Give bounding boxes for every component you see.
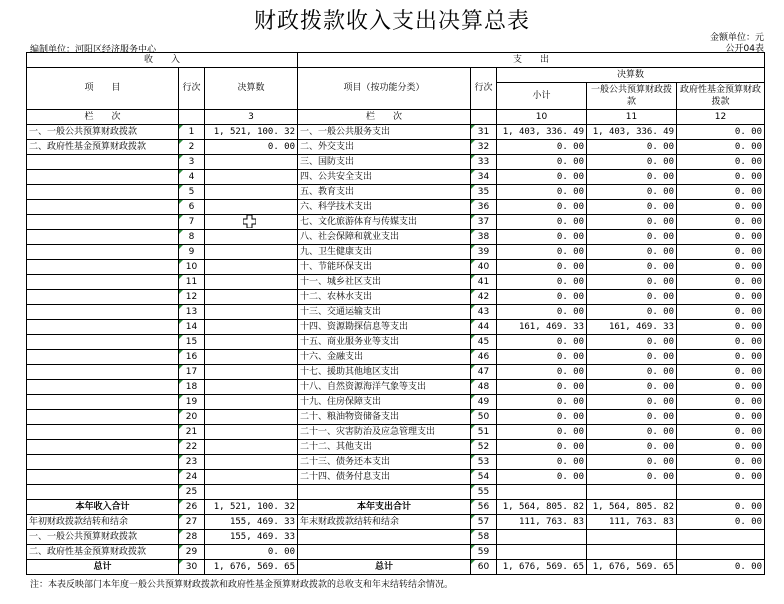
table-row [27, 410, 765, 425]
subtotal-cell[interactable]: 0. 00 [497, 455, 587, 470]
col-num-blank-2[interactable] [471, 110, 497, 125]
expense-item-cell[interactable] [298, 485, 471, 500]
expense-line-no-cell[interactable]: 60 [471, 560, 497, 575]
expense-item-cell[interactable]: 十六、金融支出 [298, 350, 471, 365]
expense-item-cell[interactable]: 二十一、灾害防治及应急管理支出 [298, 425, 471, 440]
general-budget-cell[interactable]: 0. 00 [587, 350, 677, 365]
income-line-no-cell[interactable]: 11 [179, 275, 205, 290]
income-line-no-cell[interactable]: 29 [179, 545, 205, 560]
gov-fund-cell[interactable]: 0. 00 [677, 335, 765, 350]
income-line-no-cell[interactable]: 7 [179, 215, 205, 230]
gov-fund-cell[interactable]: 0. 00 [677, 200, 765, 215]
income-amount-cell[interactable] [205, 200, 298, 215]
gov-fund-cell[interactable]: 0. 00 [677, 140, 765, 155]
header-row-1 [27, 53, 765, 68]
income-item-cell[interactable]: 年初财政拨款结转和结余 [27, 515, 179, 530]
expense-item-cell[interactable]: 十二、农林水支出 [298, 290, 471, 305]
income-line-no-cell[interactable]: 30 [179, 560, 205, 575]
gov-fund-cell[interactable]: 0. 00 [677, 470, 765, 485]
income-amount-cell[interactable] [205, 275, 298, 290]
expense-item-cell[interactable]: 总计 [298, 560, 471, 575]
subtotal-cell[interactable]: 161, 469. 33 [497, 320, 587, 335]
subtotal-cell[interactable]: 0. 00 [497, 290, 587, 305]
gov-fund-cell[interactable]: 0. 00 [677, 320, 765, 335]
expense-item-cell[interactable]: 二、外交支出 [298, 140, 471, 155]
table-row [27, 395, 765, 410]
income-amount-cell[interactable] [205, 290, 298, 305]
table-row [27, 125, 765, 140]
gov-fund-cell[interactable]: 0. 00 [677, 215, 765, 230]
gov-fund-cell[interactable]: 0. 00 [677, 500, 765, 515]
table-row [27, 170, 765, 185]
subtotal-cell[interactable]: 0. 00 [497, 425, 587, 440]
gov-fund-cell[interactable]: 0. 00 [677, 125, 765, 140]
expense-line-no-cell[interactable]: 58 [471, 530, 497, 545]
item-header[interactable]: 项 目 [27, 68, 179, 110]
expense-line-no-cell[interactable]: 38 [471, 230, 497, 245]
expense-line-no-cell[interactable]: 49 [471, 395, 497, 410]
cell-cursor-icon [243, 215, 256, 228]
general-budget-cell[interactable]: 0. 00 [587, 335, 677, 350]
income-amount-cell[interactable]: 1, 521, 100. 32 [205, 500, 298, 515]
subtotal-cell[interactable]: 0. 00 [497, 335, 587, 350]
general-budget-cell[interactable]: 0. 00 [587, 230, 677, 245]
table-row [27, 335, 765, 350]
subtotal-cell[interactable]: 0. 00 [497, 185, 587, 200]
income-amount-cell[interactable] [205, 455, 298, 470]
expense-item-cell[interactable]: 五、教育支出 [298, 185, 471, 200]
general-budget-cell[interactable]: 161, 469. 33 [587, 320, 677, 335]
expense-line-no-cell[interactable]: 41 [471, 275, 497, 290]
income-line-no-cell[interactable]: 9 [179, 245, 205, 260]
col-num-10[interactable]: 10 [497, 110, 587, 125]
table-row [27, 560, 765, 575]
income-line-no-cell[interactable]: 8 [179, 230, 205, 245]
expense-line-no-cell[interactable]: 53 [471, 455, 497, 470]
income-item-cell[interactable] [27, 215, 179, 230]
general-budget-cell[interactable]: 0. 00 [587, 260, 677, 275]
compiling-unit: 编制单位：河阳区经济服务中心 [30, 45, 157, 55]
subtotal-cell[interactable]: 111, 763. 83 [497, 515, 587, 530]
expense-item-cell[interactable]: 一、一般公共服务支出 [298, 125, 471, 140]
expense-item-cell[interactable]: 二十四、债务付息支出 [298, 470, 471, 485]
gov-fund-cell[interactable]: 0. 00 [677, 440, 765, 455]
expense-line-no-cell[interactable]: 32 [471, 140, 497, 155]
expense-line-no-cell[interactable]: 44 [471, 320, 497, 335]
expense-item-cell[interactable]: 十、节能环保支出 [298, 260, 471, 275]
table-row [27, 455, 765, 470]
gov-fund-cell[interactable]: 0. 00 [677, 245, 765, 260]
budget-group-header[interactable]: 决算数 [497, 68, 765, 83]
general-budget-cell[interactable]: 1, 564, 805. 82 [587, 500, 677, 515]
expense-item-cell[interactable]: 七、文化旅游体育与传媒支出 [298, 215, 471, 230]
expense-line-no-cell[interactable]: 33 [471, 155, 497, 170]
expense-item-cell[interactable]: 三、国防支出 [298, 155, 471, 170]
col-num-3[interactable]: 3 [205, 110, 298, 125]
gov-fund-cell[interactable]: 0. 00 [677, 260, 765, 275]
income-amount-cell[interactable]: 0. 00 [205, 140, 298, 155]
subtotal-cell[interactable]: 0. 00 [497, 350, 587, 365]
gov-fund-cell[interactable] [677, 485, 765, 500]
income-line-no-cell[interactable]: 22 [179, 440, 205, 455]
table-row [27, 440, 765, 455]
general-budget-cell[interactable]: 0. 00 [587, 380, 677, 395]
general-budget-cell[interactable]: 0. 00 [587, 140, 677, 155]
gov-fund-cell[interactable]: 0. 00 [677, 275, 765, 290]
general-budget-cell[interactable]: 0. 00 [587, 155, 677, 170]
general-budget-cell[interactable]: 0. 00 [587, 170, 677, 185]
income-header[interactable]: 收 入 [27, 53, 298, 68]
general-budget-cell[interactable]: 0. 00 [587, 470, 677, 485]
general-budget-cell[interactable]: 0. 00 [587, 305, 677, 320]
income-item-cell[interactable] [27, 245, 179, 260]
subtotal-cell[interactable]: 0. 00 [497, 155, 587, 170]
general-budget-cell[interactable] [587, 545, 677, 560]
general-budget-cell[interactable]: 0. 00 [587, 215, 677, 230]
table-row [27, 500, 765, 515]
income-item-cell[interactable] [27, 305, 179, 320]
subtotal-cell[interactable]: 1, 564, 805. 82 [497, 500, 587, 515]
general-budget-cell[interactable] [587, 530, 677, 545]
subtotal-cell[interactable]: 0. 00 [497, 230, 587, 245]
gov-fund-cell[interactable]: 0. 00 [677, 155, 765, 170]
table-row [27, 515, 765, 530]
income-line-no-cell[interactable]: 27 [179, 515, 205, 530]
general-budget-cell[interactable]: 0. 00 [587, 440, 677, 455]
amount-unit: 金额单位：元 [709, 33, 764, 43]
income-line-no-cell[interactable]: 10 [179, 260, 205, 275]
gov-fund-cell[interactable]: 0. 00 [677, 185, 765, 200]
income-amount-cell[interactable]: 155, 469. 33 [205, 530, 298, 545]
income-amount-cell[interactable] [205, 350, 298, 365]
income-amount-cell[interactable] [205, 335, 298, 350]
expense-line-no-cell[interactable]: 43 [471, 305, 497, 320]
general-budget-cell[interactable]: 0. 00 [587, 410, 677, 425]
income-amount-cell[interactable] [205, 260, 298, 275]
table-row [27, 530, 765, 545]
table-row [27, 215, 765, 230]
income-item-cell[interactable] [27, 365, 179, 380]
form-number: 公开04表 [725, 44, 764, 54]
table-row [27, 305, 765, 320]
expense-item-cell[interactable]: 年末财政拨款结转和结余 [298, 515, 471, 530]
expense-line-no-cell[interactable]: 40 [471, 260, 497, 275]
general-budget-cell[interactable]: 0. 00 [587, 365, 677, 380]
subtotal-cell[interactable]: 0. 00 [497, 260, 587, 275]
income-item-cell[interactable] [27, 290, 179, 305]
expense-item-cell[interactable]: 十九、住房保障支出 [298, 395, 471, 410]
expense-line-no-cell[interactable]: 52 [471, 440, 497, 455]
expense-line-no-cell[interactable]: 42 [471, 290, 497, 305]
expense-item-cell[interactable]: 二十三、债务还本支出 [298, 455, 471, 470]
subtotal-cell[interactable]: 0. 00 [497, 245, 587, 260]
table-row [27, 290, 765, 305]
income-line-no-cell[interactable]: 4 [179, 170, 205, 185]
gov-fund-cell[interactable]: 0. 00 [677, 560, 765, 575]
subtotal-cell[interactable]: 0. 00 [497, 395, 587, 410]
col-num-blank[interactable] [179, 110, 205, 125]
subtotal-cell[interactable]: 1, 676, 569. 65 [497, 560, 587, 575]
general-budget-cell[interactable] [587, 485, 677, 500]
subtotal-cell[interactable]: 0. 00 [497, 200, 587, 215]
income-line-no-cell[interactable]: 1 [179, 125, 205, 140]
income-item-cell[interactable] [27, 485, 179, 500]
subtotal-cell[interactable] [497, 545, 587, 560]
income-item-cell[interactable] [27, 410, 179, 425]
header-row-2 [27, 68, 765, 83]
income-line-no-cell[interactable]: 14 [179, 320, 205, 335]
subtotal-cell[interactable]: 0. 00 [497, 215, 587, 230]
income-amount-cell[interactable]: 0. 00 [205, 545, 298, 560]
expense-line-no-cell[interactable]: 36 [471, 200, 497, 215]
col-num-12[interactable]: 12 [677, 110, 765, 125]
expense-item-cell[interactable]: 十四、资源勘探信息等支出 [298, 320, 471, 335]
subtotal-cell[interactable]: 0. 00 [497, 140, 587, 155]
income-amount-cell[interactable] [205, 380, 298, 395]
page-title: 财政拨款收入支出决算总表 [253, 9, 530, 34]
income-line-no-cell[interactable]: 25 [179, 485, 205, 500]
income-item-cell[interactable]: 总计 [27, 560, 179, 575]
income-item-cell[interactable] [27, 425, 179, 440]
table-row [27, 200, 765, 215]
income-line-no-cell[interactable]: 16 [179, 350, 205, 365]
income-item-cell[interactable] [27, 440, 179, 455]
income-amount-cell[interactable]: 1, 521, 100. 32 [205, 125, 298, 140]
expense-line-no-cell[interactable]: 59 [471, 545, 497, 560]
income-line-no-cell[interactable]: 15 [179, 335, 205, 350]
income-amount-cell[interactable] [205, 485, 298, 500]
income-line-no-cell[interactable]: 18 [179, 380, 205, 395]
expense-item-cell[interactable]: 十五、商业服务业等支出 [298, 335, 471, 350]
subtotal-cell[interactable]: 0. 00 [497, 305, 587, 320]
income-line-no-cell[interactable]: 28 [179, 530, 205, 545]
income-item-cell[interactable]: 本年收入合计 [27, 500, 179, 515]
income-item-cell[interactable] [27, 260, 179, 275]
general-budget-cell[interactable]: 1, 403, 336. 49 [587, 125, 677, 140]
subtotal-header[interactable]: 小计 [497, 83, 587, 110]
budget-amount-header[interactable]: 决算数 [205, 68, 298, 110]
gov-fund-header[interactable]: 政府性基金预算财政拨款 [677, 83, 765, 110]
col-label-2[interactable]: 栏 次 [298, 110, 471, 125]
income-amount-cell[interactable] [205, 320, 298, 335]
general-budget-cell[interactable]: 0. 00 [587, 290, 677, 305]
gov-fund-cell[interactable]: 0. 00 [677, 425, 765, 440]
expense-line-no-cell[interactable]: 57 [471, 515, 497, 530]
subtotal-cell[interactable]: 0. 00 [497, 365, 587, 380]
footnote: 注：本表反映部门本年度一般公共预算财政拨款和政府性基金预算财政拨款的总收支和年末结转结余情况。 [30, 580, 454, 590]
income-amount-cell[interactable] [205, 185, 298, 200]
income-line-no-cell[interactable]: 6 [179, 200, 205, 215]
expense-item-cell[interactable]: 十一、城乡社区支出 [298, 275, 471, 290]
table-row [27, 365, 765, 380]
income-item-cell[interactable] [27, 350, 179, 365]
income-amount-cell[interactable] [205, 170, 298, 185]
income-line-no-cell[interactable]: 19 [179, 395, 205, 410]
gov-fund-cell[interactable]: 0. 00 [677, 455, 765, 470]
table-row [27, 230, 765, 245]
expense-line-no-cell[interactable]: 50 [471, 410, 497, 425]
table-row [27, 245, 765, 260]
general-budget-cell[interactable]: 0. 00 [587, 275, 677, 290]
budget-table [26, 52, 765, 575]
expense-line-no-cell[interactable]: 34 [471, 170, 497, 185]
income-line-no-cell[interactable]: 21 [179, 425, 205, 440]
gov-fund-cell[interactable]: 0. 00 [677, 380, 765, 395]
income-item-cell[interactable] [27, 170, 179, 185]
expense-line-no-cell[interactable]: 54 [471, 470, 497, 485]
income-amount-cell[interactable]: 1, 676, 569. 65 [205, 560, 298, 575]
table-row [27, 425, 765, 440]
income-line-no-cell[interactable]: 17 [179, 365, 205, 380]
general-budget-cell[interactable]: 0. 00 [587, 395, 677, 410]
expense-item-cell[interactable]: 二十二、其他支出 [298, 440, 471, 455]
gov-fund-cell[interactable]: 0. 00 [677, 350, 765, 365]
subtotal-cell[interactable]: 0. 00 [497, 380, 587, 395]
expense-item-cell[interactable] [298, 545, 471, 560]
table-row [27, 185, 765, 200]
income-item-cell[interactable] [27, 455, 179, 470]
income-line-no-cell[interactable]: 2 [179, 140, 205, 155]
table-row [27, 155, 765, 170]
expense-line-no-cell[interactable]: 51 [471, 425, 497, 440]
income-item-cell[interactable] [27, 335, 179, 350]
table-row [27, 275, 765, 290]
table-row [27, 350, 765, 365]
expense-item-cell[interactable]: 四、公共安全支出 [298, 170, 471, 185]
income-amount-cell[interactable] [205, 395, 298, 410]
gov-fund-cell[interactable]: 0. 00 [677, 305, 765, 320]
subtotal-cell[interactable]: 0. 00 [497, 410, 587, 425]
table-row [27, 470, 765, 485]
table-row [27, 140, 765, 155]
expense-line-no-cell[interactable]: 55 [471, 485, 497, 500]
expense-item-cell[interactable]: 十八、自然资源海洋气象等支出 [298, 380, 471, 395]
subtotal-cell[interactable]: 0. 00 [497, 275, 587, 290]
gov-fund-cell[interactable]: 0. 00 [677, 410, 765, 425]
subtotal-cell[interactable] [497, 485, 587, 500]
income-amount-cell[interactable] [205, 440, 298, 455]
income-amount-cell[interactable] [205, 230, 298, 245]
column-number-row [27, 110, 765, 125]
income-item-cell[interactable] [27, 380, 179, 395]
table-row [27, 260, 765, 275]
income-amount-cell[interactable]: 155, 469. 33 [205, 515, 298, 530]
gov-fund-cell[interactable] [677, 545, 765, 560]
table-row [27, 380, 765, 395]
general-budget-cell[interactable]: 0. 00 [587, 455, 677, 470]
expense-line-no-cell[interactable]: 35 [471, 185, 497, 200]
expense-item-cell[interactable]: 九、卫生健康支出 [298, 245, 471, 260]
general-budget-cell[interactable]: 0. 00 [587, 200, 677, 215]
table-row [27, 320, 765, 335]
income-item-cell[interactable] [27, 200, 179, 215]
general-budget-cell[interactable]: 111, 763. 83 [587, 515, 677, 530]
gov-fund-cell[interactable]: 0. 00 [677, 230, 765, 245]
expense-line-no-cell[interactable]: 37 [471, 215, 497, 230]
income-amount-cell[interactable] [205, 470, 298, 485]
general-budget-cell[interactable]: 0. 00 [587, 425, 677, 440]
income-item-cell[interactable]: 二、政府性基金预算财政拨款 [27, 140, 179, 155]
income-line-no-cell[interactable]: 3 [179, 155, 205, 170]
expense-item-cell[interactable]: 八、社会保障和就业支出 [298, 230, 471, 245]
gov-fund-cell[interactable]: 0. 00 [677, 365, 765, 380]
expense-line-no-cell[interactable]: 46 [471, 350, 497, 365]
income-item-cell[interactable] [27, 185, 179, 200]
expense-line-no-cell[interactable]: 47 [471, 365, 497, 380]
income-item-cell[interactable]: 二、政府性基金预算财政拨款 [27, 545, 179, 560]
income-item-cell[interactable] [27, 395, 179, 410]
income-item-cell[interactable] [27, 320, 179, 335]
general-budget-cell[interactable]: 0. 00 [587, 185, 677, 200]
income-amount-cell[interactable] [205, 425, 298, 440]
expense-header[interactable]: 支 出 [298, 53, 765, 68]
subtotal-cell[interactable]: 1, 403, 336. 49 [497, 125, 587, 140]
general-budget-header[interactable]: 一般公共预算财政拨款 [587, 83, 677, 110]
income-line-no-cell[interactable]: 26 [179, 500, 205, 515]
income-line-no-cell[interactable]: 13 [179, 305, 205, 320]
expense-item-cell[interactable]: 二十、粮油物资储备支出 [298, 410, 471, 425]
subtotal-cell[interactable]: 0. 00 [497, 170, 587, 185]
gov-fund-cell[interactable]: 0. 00 [677, 290, 765, 305]
income-line-no-cell[interactable]: 5 [179, 185, 205, 200]
general-budget-cell[interactable]: 1, 676, 569. 65 [587, 560, 677, 575]
gov-fund-cell[interactable]: 0. 00 [677, 395, 765, 410]
subtotal-cell[interactable]: 0. 00 [497, 440, 587, 455]
expense-line-no-cell[interactable]: 39 [471, 245, 497, 260]
income-line-no-cell[interactable]: 12 [179, 290, 205, 305]
col-num-11[interactable]: 11 [587, 110, 677, 125]
expense-item-cell[interactable]: 十七、援助其他地区支出 [298, 365, 471, 380]
income-line-no-cell[interactable]: 23 [179, 455, 205, 470]
subtotal-cell[interactable] [497, 530, 587, 545]
income-amount-cell[interactable] [205, 410, 298, 425]
income-amount-cell[interactable] [205, 155, 298, 170]
income-line-no-cell[interactable]: 24 [179, 470, 205, 485]
income-item-cell[interactable] [27, 470, 179, 485]
income-item-cell[interactable] [27, 230, 179, 245]
expense-line-no-cell[interactable]: 31 [471, 125, 497, 140]
income-item-cell[interactable]: 一、一般公共预算财政拨款 [27, 530, 179, 545]
col-label[interactable]: 栏 次 [27, 110, 179, 125]
subtotal-cell[interactable]: 0. 00 [497, 470, 587, 485]
expense-line-no-cell[interactable]: 45 [471, 335, 497, 350]
income-amount-cell[interactable] [205, 365, 298, 380]
expense-item-cell[interactable] [298, 530, 471, 545]
gov-fund-cell[interactable]: 0. 00 [677, 170, 765, 185]
income-amount-cell[interactable] [205, 305, 298, 320]
gov-fund-cell[interactable]: 0. 00 [677, 515, 765, 530]
expense-line-no-cell[interactable]: 48 [471, 380, 497, 395]
income-line-no-cell[interactable]: 20 [179, 410, 205, 425]
func-item-header[interactable]: 项目（按功能分类） [298, 68, 471, 110]
expense-line-no-cell[interactable]: 56 [471, 500, 497, 515]
table-row [27, 485, 765, 500]
line-no-header[interactable]: 行次 [179, 68, 205, 110]
income-item-cell[interactable]: 一、一般公共预算财政拨款 [27, 125, 179, 140]
income-item-cell[interactable] [27, 155, 179, 170]
general-budget-cell[interactable]: 0. 00 [587, 245, 677, 260]
income-amount-cell[interactable] [205, 245, 298, 260]
income-item-cell[interactable] [27, 275, 179, 290]
expense-item-cell[interactable]: 十三、交通运输支出 [298, 305, 471, 320]
expense-item-cell[interactable]: 六、科学技术支出 [298, 200, 471, 215]
table-row [27, 545, 765, 560]
gov-fund-cell[interactable] [677, 530, 765, 545]
line-no-header-2[interactable]: 行次 [471, 68, 497, 110]
expense-item-cell[interactable]: 本年支出合计 [298, 500, 471, 515]
